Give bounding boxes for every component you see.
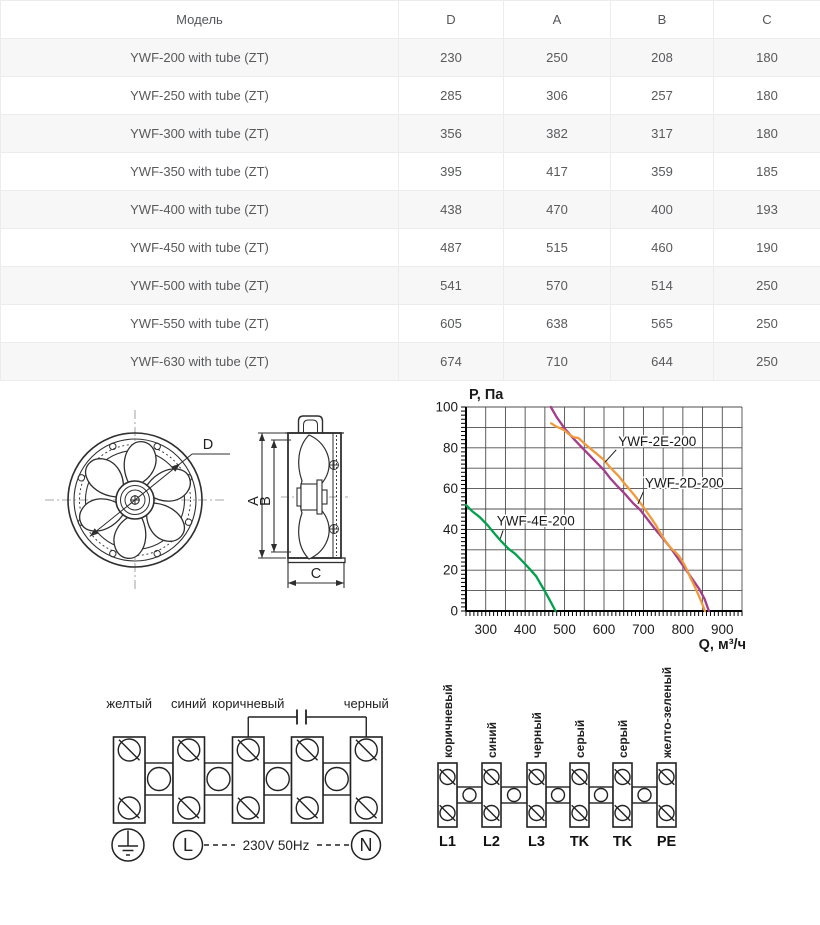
wiring-diagram-three-phase bbox=[420, 665, 700, 860]
fan-side-drawing bbox=[244, 407, 354, 612]
wire-color-label-rotated: серый bbox=[573, 719, 587, 758]
dim-a-label: A bbox=[246, 496, 262, 506]
table-row bbox=[1, 229, 820, 267]
header-dim: C bbox=[714, 1, 820, 39]
dim-value-cell: 250 bbox=[714, 267, 820, 305]
spec-header-row bbox=[1, 1, 820, 39]
voltage-label: 230V 50Hz bbox=[242, 838, 310, 853]
header-dim: A bbox=[504, 1, 611, 39]
ground-icon bbox=[112, 829, 144, 861]
bridge-hole bbox=[508, 789, 521, 802]
terminal-label: TK bbox=[569, 834, 590, 850]
bridge-hole bbox=[207, 768, 230, 791]
table-row bbox=[1, 115, 820, 153]
table-row bbox=[1, 305, 820, 343]
dim-value-cell: 605 bbox=[399, 305, 504, 343]
curve-label: YWF-2E-200 bbox=[618, 433, 697, 449]
bridge-hole bbox=[552, 789, 565, 802]
wiring-diagram-single-phase bbox=[85, 688, 415, 883]
wire-color-label-rotated: черный bbox=[530, 712, 544, 758]
table-row bbox=[1, 39, 820, 77]
dim-value-cell: 190 bbox=[714, 229, 820, 267]
dim-value-cell: 638 bbox=[504, 305, 611, 343]
bridge-hole bbox=[638, 789, 651, 802]
y-tick-label: 40 bbox=[442, 521, 458, 537]
fan-front-drawing bbox=[33, 397, 238, 602]
y-tick-label: 100 bbox=[435, 399, 458, 415]
dim-value-cell: 180 bbox=[714, 39, 820, 77]
dim-value-cell: 417 bbox=[504, 153, 611, 191]
bridge-hole bbox=[266, 768, 289, 791]
dim-value-cell: 285 bbox=[399, 77, 504, 115]
dim-value-cell: 395 bbox=[399, 153, 504, 191]
chart-grid bbox=[466, 407, 742, 611]
dim-value-cell: 438 bbox=[399, 191, 504, 229]
dim-value-cell: 185 bbox=[714, 153, 820, 191]
dim-value-cell: 230 bbox=[399, 39, 504, 77]
model-cell: YWF-400 with tube (ZT) bbox=[1, 191, 399, 229]
motor bbox=[297, 480, 327, 514]
dim-value-cell: 400 bbox=[611, 191, 714, 229]
dim-value-cell: 470 bbox=[504, 191, 611, 229]
terminal-label: L1 bbox=[439, 834, 456, 850]
dim-value-cell: 460 bbox=[611, 229, 714, 267]
bridge-hole bbox=[463, 789, 476, 802]
dim-value-cell: 487 bbox=[399, 229, 504, 267]
x-tick-label: 500 bbox=[553, 622, 576, 637]
dim-a bbox=[258, 433, 286, 558]
capacitor-circuit bbox=[248, 710, 366, 738]
curve-label-pointer bbox=[605, 450, 616, 462]
terminal-box-inner bbox=[304, 420, 318, 433]
neutral-label: N bbox=[359, 835, 373, 855]
dim-b-label: B bbox=[258, 496, 274, 506]
dim-value-cell: 541 bbox=[399, 267, 504, 305]
dim-value-cell: 514 bbox=[611, 267, 714, 305]
dim-value-cell: 257 bbox=[611, 77, 714, 115]
dim-value-cell: 317 bbox=[611, 115, 714, 153]
header-dim: B bbox=[611, 1, 714, 39]
model-cell: YWF-200 with tube (ZT) bbox=[1, 39, 399, 77]
wire-color-label-rotated: коричневый bbox=[441, 684, 455, 758]
axis-minor-ticks bbox=[461, 407, 742, 616]
dim-value-cell: 208 bbox=[611, 39, 714, 77]
model-cell: YWF-550 with tube (ZT) bbox=[1, 305, 399, 343]
wire-color-label: коричневый bbox=[212, 696, 285, 711]
x-tick-label: 800 bbox=[671, 622, 695, 637]
y-axis-title: P, Па bbox=[469, 387, 504, 403]
terminal-box-bracket bbox=[299, 416, 323, 433]
table-row bbox=[1, 343, 820, 381]
curve-label-pointer bbox=[500, 530, 503, 538]
dim-value-cell: 644 bbox=[611, 343, 714, 381]
dim-value-cell: 250 bbox=[504, 39, 611, 77]
terminal-label: PE bbox=[656, 834, 677, 850]
dim-value-cell: 710 bbox=[504, 343, 611, 381]
bridge-hole bbox=[595, 789, 608, 802]
y-tick-label: 20 bbox=[442, 562, 458, 578]
dim-value-cell: 565 bbox=[611, 305, 714, 343]
model-cell: YWF-350 with tube (ZT) bbox=[1, 153, 399, 191]
dim-value-cell: 674 bbox=[399, 343, 504, 381]
terminal-label: TK bbox=[612, 834, 633, 850]
dim-value-cell: 359 bbox=[611, 153, 714, 191]
model-cell: YWF-250 with tube (ZT) bbox=[1, 77, 399, 115]
dim-value-cell: 382 bbox=[504, 115, 611, 153]
wire-color-label-rotated: синий bbox=[485, 721, 499, 758]
curve-label: YWF-2D-200 bbox=[645, 475, 724, 491]
wire-color-label: синий bbox=[171, 696, 207, 711]
dim-value-cell: 180 bbox=[714, 115, 820, 153]
dim-value-cell: 306 bbox=[504, 77, 611, 115]
dim-d-label: D bbox=[202, 437, 214, 453]
model-cell: YWF-450 with tube (ZT) bbox=[1, 229, 399, 267]
dim-c-label: C bbox=[310, 566, 322, 582]
y-tick-label: 60 bbox=[442, 481, 458, 497]
table-row bbox=[1, 153, 820, 191]
x-tick-label: 700 bbox=[632, 622, 655, 637]
spec-table-body bbox=[1, 39, 820, 381]
dim-value-cell: 515 bbox=[504, 229, 611, 267]
wire-color-label-rotated: желто-зеленый bbox=[660, 666, 674, 758]
y-tick-label: 0 bbox=[450, 603, 458, 619]
model-cell: YWF-300 with tube (ZT) bbox=[1, 115, 399, 153]
wire-color-label: черный bbox=[343, 696, 389, 711]
table-row bbox=[1, 267, 820, 305]
bridge-hole bbox=[148, 768, 171, 791]
table-row bbox=[1, 77, 820, 115]
x-tick-label: 400 bbox=[513, 622, 537, 637]
dim-value-cell: 180 bbox=[714, 77, 820, 115]
model-cell: YWF-630 with tube (ZT) bbox=[1, 343, 399, 381]
spec-table bbox=[0, 0, 820, 381]
spec-table-head bbox=[1, 1, 820, 39]
performance-chart bbox=[430, 386, 820, 661]
header-dim: D bbox=[399, 1, 504, 39]
header-model: Модель bbox=[1, 1, 399, 39]
bridge-hole bbox=[325, 768, 348, 791]
dim-value-cell: 356 bbox=[399, 115, 504, 153]
y-tick-label: 80 bbox=[442, 440, 458, 456]
model-cell: YWF-500 with tube (ZT) bbox=[1, 267, 399, 305]
wire-color-label-rotated: серый bbox=[616, 719, 630, 758]
dim-value-cell: 193 bbox=[714, 191, 820, 229]
x-axis-title: Q, м³/ч bbox=[698, 637, 746, 653]
terminal-label: L2 bbox=[483, 834, 500, 850]
dim-value-cell: 250 bbox=[714, 305, 820, 343]
curve-label: YWF-4E-200 bbox=[496, 513, 575, 529]
dim-value-cell: 570 bbox=[504, 267, 611, 305]
x-tick-label: 600 bbox=[592, 622, 616, 637]
dim-value-cell: 250 bbox=[714, 343, 820, 381]
x-tick-label: 900 bbox=[711, 622, 734, 637]
terminal-label: L3 bbox=[528, 834, 545, 850]
x-tick-label: 300 bbox=[474, 622, 497, 637]
phase-label: L bbox=[182, 835, 194, 855]
wire-color-label: желтый bbox=[106, 696, 153, 711]
table-row bbox=[1, 191, 820, 229]
